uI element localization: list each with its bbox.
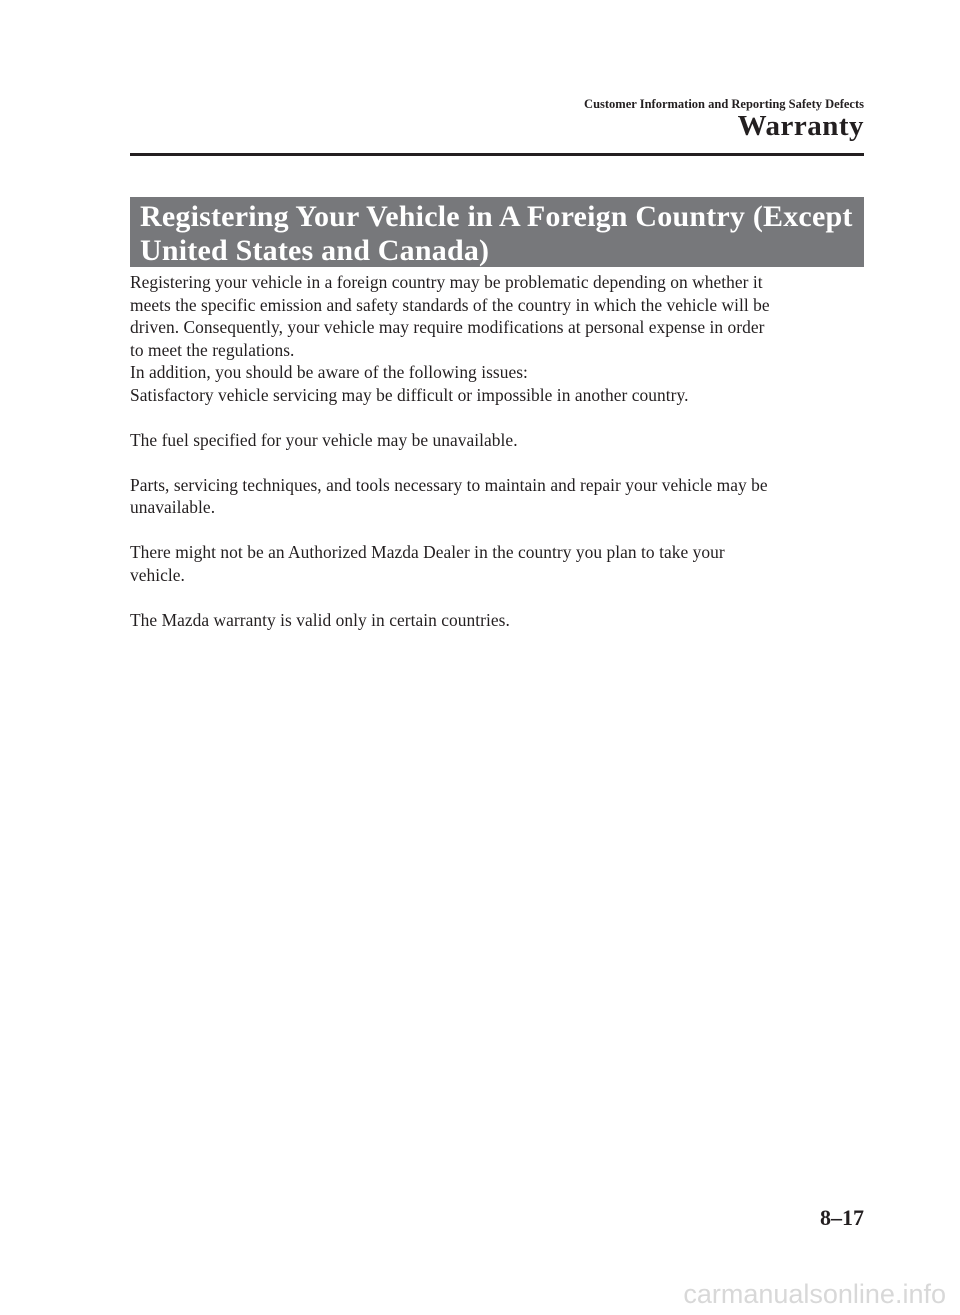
body-line: to meet the regulations. — [130, 339, 295, 360]
section-heading — [130, 197, 864, 267]
watermark: carmanualsonline.info — [683, 1279, 946, 1309]
running-header-section: Customer Information and Reporting Safety Defects — [584, 97, 864, 111]
body-line: meets the specific emission and safety standards of the country in which the vehicle will be — [130, 294, 770, 315]
issue-paragraph: The fuel specified for your vehicle may be unavailable. — [130, 429, 518, 450]
body-line: Registering your vehicle in a foreign country may be problematic depending on whether it — [130, 272, 763, 292]
issue-paragraph: Parts, servicing techniques, and tools necessary to maintain and repair your vehicle may be — [130, 474, 768, 495]
section-heading-line-2: United States and Canada) — [140, 234, 490, 267]
issue-paragraph: There might not be an Authorized Mazda Dealer in the country you plan to take your — [130, 542, 725, 562]
body-line: driven. Consequently, your vehicle may require modifications at personal expense in order — [130, 317, 765, 337]
issue-paragraph-continued: vehicle. — [130, 564, 185, 585]
body-line: In addition, you should be aware of the following issues: — [130, 362, 528, 382]
page-number: 8–17 — [820, 1205, 864, 1230]
body-text — [130, 271, 864, 631]
running-header-chapter: Warranty — [737, 110, 864, 142]
body-line: Satisfactory vehicle servicing may be difficult or impossible in another country. — [130, 384, 689, 405]
issue-paragraph-continued: unavailable. — [130, 497, 216, 517]
issue-paragraph: The Mazda warranty is valid only in certain countries. — [130, 609, 510, 630]
header-rule — [130, 153, 864, 156]
section-heading-line-1: Registering Your Vehicle in A Foreign Country (Except — [140, 200, 853, 233]
